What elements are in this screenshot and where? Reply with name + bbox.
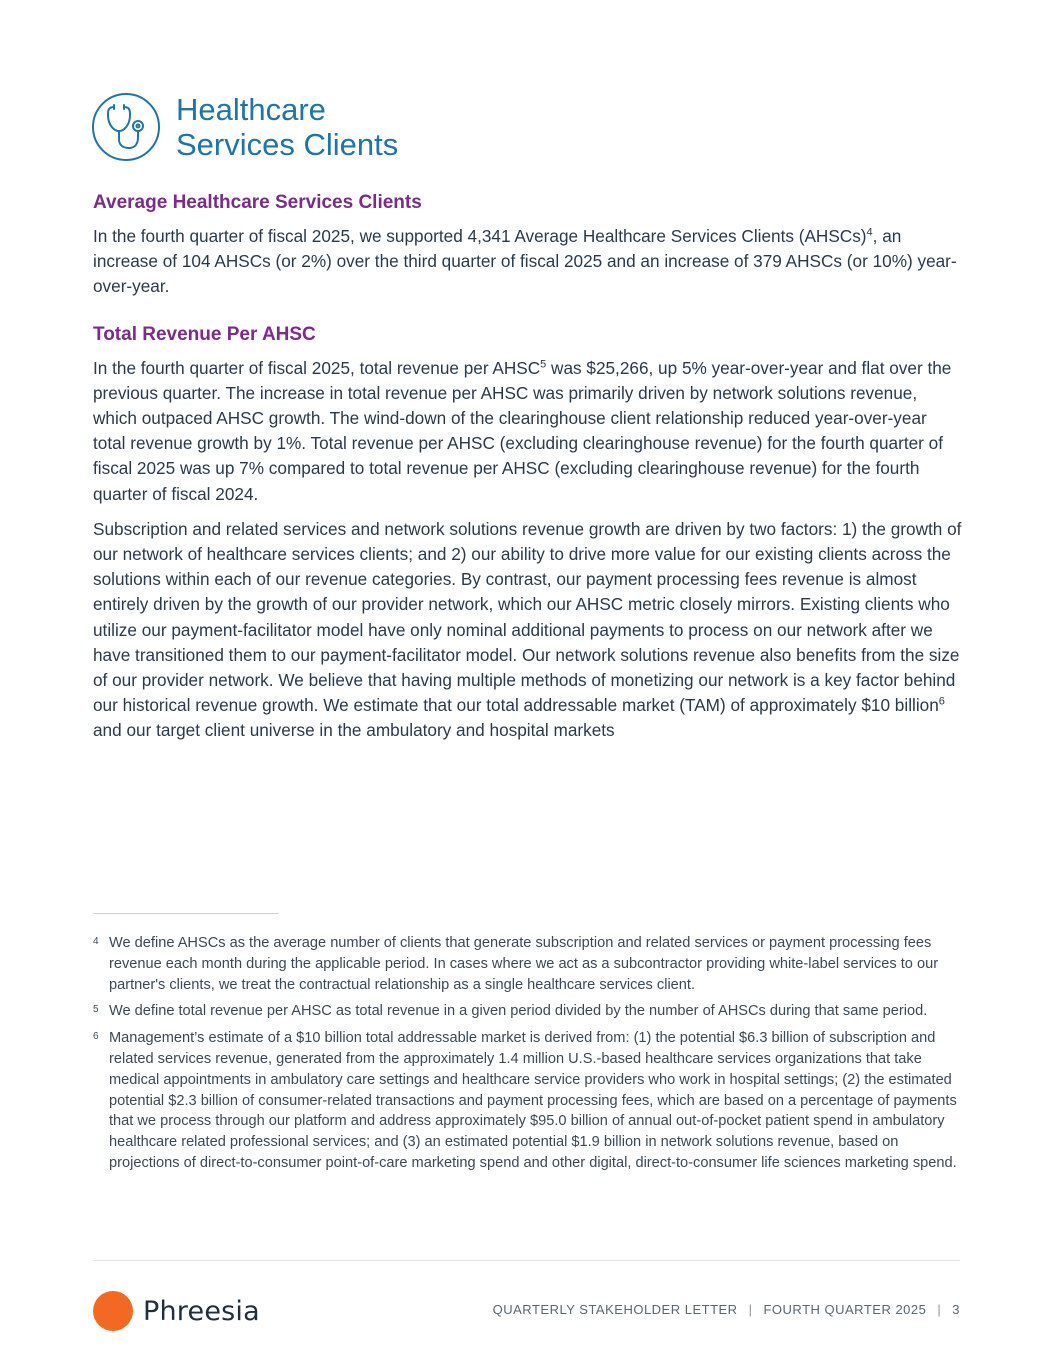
paragraph-revenue-per-ahsc xyxy=(93,356,963,507)
page-title-line-2: Services Clients xyxy=(176,127,399,162)
paragraph-text: Subscription and related services and network solutions revenue growth are driven by two factors: 1) the growth of our network of healthcare services clients; and 2) our ability to drive more value for our existing clients across the solutions within each of our revenue categories. By contrast, our payment processing fees revenue is almost entirely driven by the growth of our provider network, which our AHSC metric closely mirrors. Existing clients who utilize our payment-facilitator model have only nominal additional payments to process on our network after we have transitioned them to our payment-facilitator model. Our network solutions revenue also benefits from the size of our provider network. We believe that having multiple methods of monetizing our network is a key factor behind our historical revenue growth. We estimate that our total addressable market (TAM) of approximately $10 billion xyxy=(93,518,962,716)
footer-doc-title: QUARTERLY STAKEHOLDER LETTER xyxy=(492,1302,738,1317)
section-heading-average-clients: Average Healthcare Services Clients xyxy=(93,192,422,213)
footer-separator: | xyxy=(937,1302,942,1317)
footnote-number: 4 xyxy=(93,936,99,947)
footer-divider xyxy=(93,1260,960,1261)
paragraph-text: was $25,266, up 5% year-over-year and flat over the previous quarter. The increase in total revenue per AHSC was primarily driven by network solutions revenue, which outpaced AHSC growth. The wind-down of the clearinghouse client relationship reduced year-over-year total revenue growth by 1%. Total revenue per AHSC (excluding clearinghouse revenue) for the fourth quarter of fiscal 2025 was up 7% compared to total revenue per AHSC (excluding clearinghouse revenue) for the fourth quarter of fiscal 2024. xyxy=(93,357,952,504)
footnote-text: We define AHSCs as the average number of clients that generate subscription and related services or payment processing fees revenue each month during the applicable period. In cases where we act as a subcontractor providing white-label services to our partner's clients, we treat the contractual relationship as a single healthcare services client. xyxy=(109,935,939,993)
stethoscope-icon xyxy=(92,93,160,161)
footnotes xyxy=(93,933,963,1180)
page-number: 3 xyxy=(952,1302,960,1317)
footnote-ref-5[interactable]: 5 xyxy=(540,357,547,370)
paragraph-text: In the fourth quarter of fiscal 2025, we supported 4,341 Average Healthcare Services Clients (AHSCs) xyxy=(93,226,867,246)
footer-separator: | xyxy=(748,1302,753,1317)
footnote-text: Management’s estimate of a $10 billion total addressable market is derived from: (1) the potential $6.3 billion of subscription and related services revenue, generated from the approximately 1.4 million U.S.-based healthcare services organizations that take medical appointments in ambulatory care settings and healthcare service providers who work in hospital settings; (2) the estimated potential $2.3 billion of consumer-related transactions and payment processing fees, which are based on a percentage of payments that we process through our platform and address approximately $95.0 billion of annual out-of-pocket patient spend in ambulatory healthcare related professional services; and (3) an estimated potential $1.9 billion in network solutions revenue, based on projections of direct-to-consumer point-of-care marketing spend and other digital, direct-to-consumer life sciences marketing spend. xyxy=(109,1030,957,1171)
footnote-4 xyxy=(93,933,963,995)
main-content xyxy=(93,190,963,754)
paragraph-revenue-drivers xyxy=(93,517,963,744)
footnote-number: 5 xyxy=(93,1004,99,1016)
footnote-ref-6[interactable]: 6 xyxy=(938,695,945,708)
footer-period: FOURTH QUARTER 2025 xyxy=(763,1302,927,1317)
page-footer xyxy=(493,1302,960,1317)
footnote-number: 6 xyxy=(93,1031,99,1043)
paragraph-text: , an increase of 104 AHSCs (or 2%) over the third quarter of fiscal 2025 and an increase of 379 AHSCs (or 10%) year-over-year. xyxy=(93,226,957,297)
page-title xyxy=(176,92,398,162)
section-header xyxy=(92,92,398,162)
footnote-6 xyxy=(93,1028,963,1174)
page-title-line-1: Healthcare xyxy=(176,92,326,127)
footnote-5 xyxy=(93,1001,963,1022)
paragraph-average-clients xyxy=(93,224,963,300)
footnote-divider xyxy=(93,913,279,914)
section-heading-revenue-per-ahsc: Total Revenue Per AHSC xyxy=(93,323,316,345)
footnote-ref-4[interactable]: 4 xyxy=(866,226,873,239)
brand-name: Phreesia xyxy=(143,1295,260,1327)
paragraph-text: and our target client universe in the ambulatory and hospital markets xyxy=(93,720,615,741)
brand-logo xyxy=(93,1291,260,1331)
logo-circle-icon xyxy=(93,1291,133,1331)
footnote-text: We define total revenue per AHSC as total revenue in a given period divided by the number of AHSCs during that same period. xyxy=(109,1003,928,1020)
paragraph-text: In the fourth quarter of fiscal 2025, total revenue per AHSC xyxy=(93,357,541,378)
